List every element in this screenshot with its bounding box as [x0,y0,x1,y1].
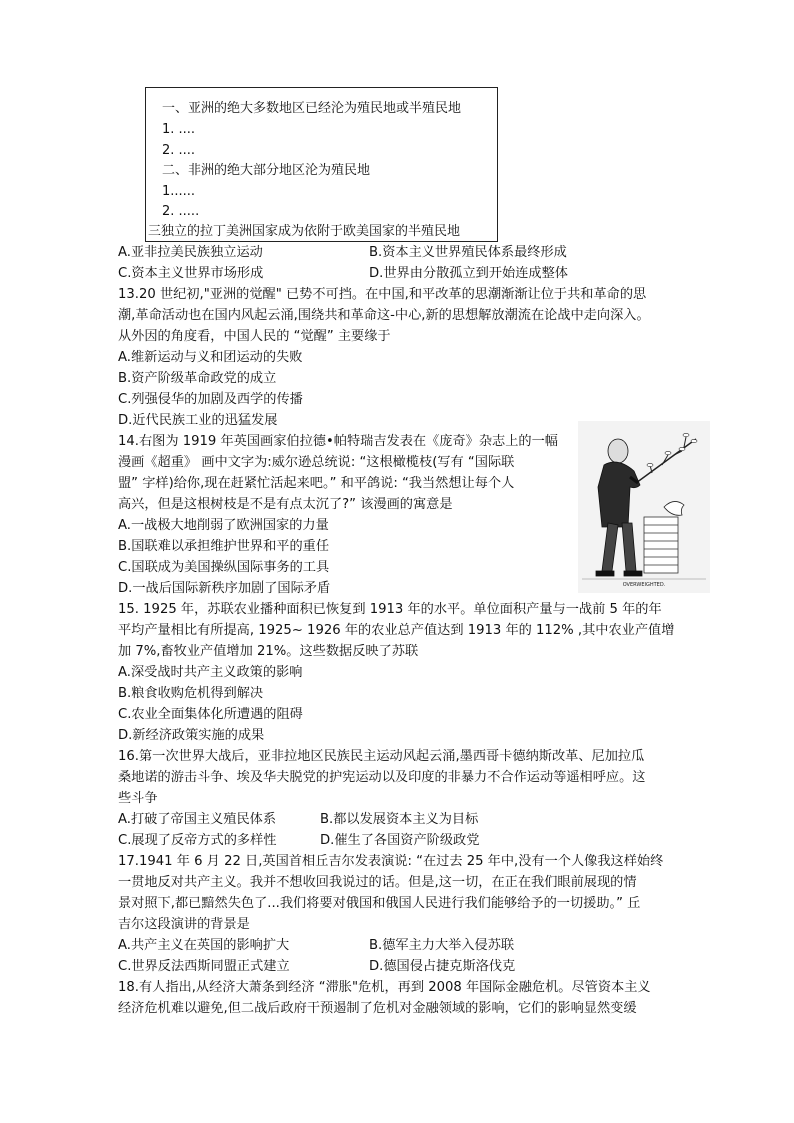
q12-option-d: D.世界由分散孤立到开始连成整体 [369,266,568,281]
outline-item: 1...... [162,184,196,199]
overweighted-cartoon-image [578,421,710,593]
q13-stem: 从外因的角度看，中国人民的 “觉醒” 主要缘于 [118,329,391,344]
q13-option-c: C.列强侵华的加剧及西学的传播 [118,392,303,407]
q17-stem: 17.1941 年 6 月 22 日,英国首相丘吉尔发表演说: “在过去 25 年中,没有一个人像我这样始终 [118,854,664,869]
q14-stem: 盟” 字样)给你,现在赶紧忙活起来吧。” 和平鸽说: “我当然想让每个人 [118,476,515,491]
q14-option-b: B.国联难以承担维护世界和平的重任 [118,539,330,554]
q16-stem: 些斗争 [118,791,158,806]
q17-option-c: C.世界反法西斯同盟正式建立 [118,959,290,974]
q17-stem: 景对照下,都已黯然失色了...我们将要对俄国和俄国人民进行我们能够给予的一切援助。” 丘 [118,896,641,911]
q12-option-a: A.亚非拉美民族独立运动 [118,245,263,260]
q17-stem: 吉尔这段演讲的背景是 [118,917,250,932]
q14-option-d: D.一战后国际新秩序加剧了国际矛盾 [118,581,331,596]
outline-item: 2. .... [162,143,196,158]
q13-stem: 潮,革命活动也在国内风起云涌,围绕共和革命这-中心,新的思想解放潮流在论战中走向深入。 [118,308,650,323]
q17-option-a: A.共产主义在英国的影响扩大 [118,938,290,953]
q15-stem: 平均产量相比有所提高, 1925~ 1926 年的农业总产值达到 1913 年的 112% ,其中农业产值增 [118,623,675,638]
q14-stem: 高兴，但是这根树枝是不是有点太沉了?” 该漫画的寓意是 [118,497,453,512]
outline-heading-africa: 二、非洲的绝大部分地区沦为殖民地 [162,163,371,178]
q15-option-b: B.粮食收购危机得到解决 [118,686,264,701]
q15-option-d: D.新经济政策实施的成果 [118,728,265,743]
q12-option-b: B.资本主义世界殖民体系最终形成 [369,245,567,260]
q14-option-a: A.一战极大地削弱了欧洲国家的力量 [118,518,329,533]
q15-stem: 15. 1925 年，苏联农业播种面积已恢复到 1913 年的水平。单位面积产量与一战前 5 年的年 [118,602,662,617]
q15-option-a: A.深受战时共产主义政策的影响 [118,665,303,680]
q13-option-d: D.近代民族工业的迅猛发展 [118,413,278,428]
q17-option-d: D.德国侵占捷克斯洛伐克 [369,959,516,974]
q18-stem: 经济危机难以避免,但二战后政府干预遏制了危机对金融领域的影响，它们的影响显然变缓 [118,1001,637,1016]
outline-item: 2. ..... [162,204,200,219]
outline-item: 1. .... [162,122,196,137]
outline-box [145,87,498,242]
q18-stem: 18.有人指出,从经济大萧条到经济 “滞胀"危机，再到 2008 年国际金融危机。尽管资本主义 [118,980,651,995]
q16-option-c: C.展现了反帝方式的多样性 [118,833,277,848]
q16-option-a: A.打破了帝国主义殖民体系 [118,812,277,827]
q14-stem: 漫画《超重》 画中文字为:威尔逊总统说: “这根橄榄枝(写有 “国际联 [118,455,515,470]
q14-option-c: C.国联成为美国操纵国际事务的工具 [118,560,330,575]
q16-option-b: B.都以发展资本主义为目标 [320,812,479,827]
q13-stem: 13.20 世纪初,"亚洲的觉醒" 已势不可挡。在中国,和平改革的思潮渐渐让位于共和革命的思 [118,287,647,302]
cartoon-caption: OVERWEIGHTED. [622,582,666,588]
q16-stem: 桑地诺的游击斗争、埃及华夫脱党的护宪运动以及印度的非暴力不合作运动等遥相呼应。这 [118,770,646,785]
q13-option-a: A.维新运动与义和团运动的失败 [118,350,303,365]
q14-stem: 14.右图为 1919 年英国画家伯拉德•帕特瑞吉发表在《庞奇》杂志上的一幅 [118,434,558,449]
q15-stem: 加 7%,畜牧业产值增加 21%。这些数据反映了苏联 [118,644,419,659]
q16-stem: 16.第一次世界大战后，亚非拉地区民族民主运动风起云涌,墨西哥卡德纳斯改革、尼加拉瓜 [118,749,645,764]
q13-option-b: B.资产阶级革命政党的成立 [118,371,277,386]
q17-stem: 一贯地反对共产主义。我并不想收回我说过的话。但是,这一切，在正在我们眼前展现的情 [118,875,637,890]
q16-option-d: D.催生了各国资产阶级政党 [320,833,480,848]
q15-option-c: C.农业全面集体化所遭遇的阻碍 [118,707,303,722]
q12-option-c: C.资本主义世界市场形成 [118,266,264,281]
outline-heading-asia: 一、亚洲的绝大多数地区已经沦为殖民地或半殖民地 [162,101,462,116]
outline-heading-latin-america: 三独立的拉丁美洲国家成为依附于欧美国家的半殖民地 [148,224,461,239]
q17-option-b: B.德军主力大举入侵苏联 [369,938,515,953]
